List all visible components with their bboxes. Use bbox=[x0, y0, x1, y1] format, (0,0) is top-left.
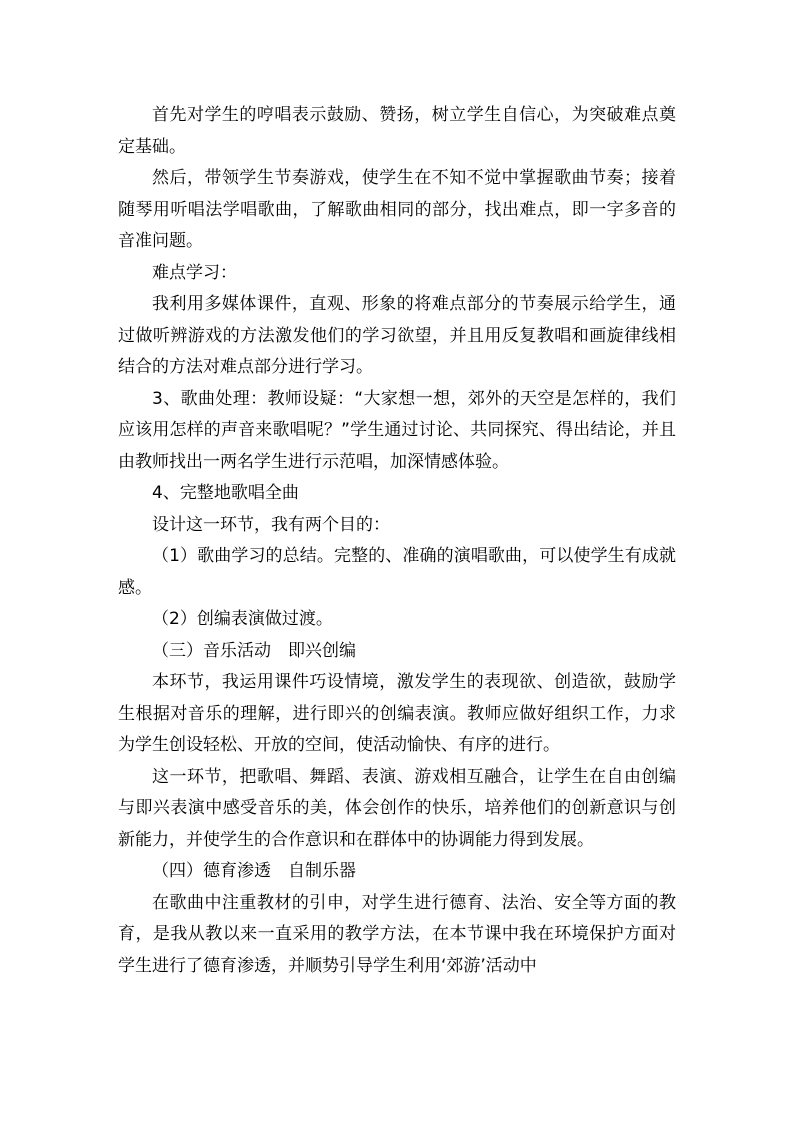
paragraph-encouragement: 首先对学生的哼唱表示鼓励、赞扬，树立学生自信心，为突破难点奠定基础。 bbox=[118, 105, 676, 157]
paragraph-goal-2: （2）创编表演做过渡。 bbox=[152, 609, 333, 629]
body-text bbox=[118, 100, 676, 982]
section-heading-music-activity: （三）音乐活动 即兴创编 bbox=[152, 640, 356, 661]
paragraph-integration: 这一环节，把歌唱、舞蹈、表演、游戏相互融合，让学生在自由创编与即兴表演中感受音乐的美，体会创作的快乐，培养他们的创新意识与创新能力，并使学生的合作意识和在群体中的协调能力得到发展。 bbox=[118, 766, 676, 850]
paragraph-multimedia: 我利用多媒体课件，直观、形象的将难点部分的节奏展示给学生，通过做听辨游戏的方法激发他们的学习欲望，并且用反复教唱和画旋律线相结合的方法对难点部分进行学习。 bbox=[118, 294, 676, 377]
paragraph-courseware: 本环节，我运用课件巧设情境，激发学生的表现欲、创造欲，鼓励学生根据对音乐的理解，进行即兴的创编表演。教师应做好组织工作，力求为学生创设轻松、开放的空间，使活动愉快、有序的进行。 bbox=[118, 672, 676, 755]
paragraph-goal-1: （1）歌曲学习的总结。完整的、准确的演唱歌曲，可以使学生有成就感。 bbox=[118, 546, 676, 598]
paragraph-full-song: 4、完整地歌唱全曲 bbox=[152, 483, 299, 503]
paragraph-moral-education: 在歌曲中注重教材的引申，对学生进行德育、法治、安全等方面的教育，是我从教以来一直采用的教学方法，在本节课中我在环境保护方面对学生进行了德育渗透，并顺势引导学生利用‘郊游’活动中 bbox=[118, 892, 676, 976]
section-heading-moral-education: （四）德育渗透 自制乐器 bbox=[152, 861, 356, 881]
paragraph-rhythm-game: 然后，带领学生节奏游戏，使学生在不知不觉中掌握歌曲节奏；接着随琴用听唱法学唱歌曲，了解歌曲相同的部分，找出难点，即一字多音的音准问题。 bbox=[118, 168, 676, 251]
paragraph-two-goals: 设计这一环节，我有两个目的： bbox=[152, 514, 390, 535]
paragraph-difficulty-heading: 难点学习： bbox=[152, 262, 237, 283]
paragraph-song-processing: 3、歌曲处理：教师设疑：“大家想一想，郊外的天空是怎样的，我们应该用怎样的声音来歌唱呢？”学生通过讨论、共同探究、得出结论，并且由教师找出一两名学生进行示范唱，加深情感体验。 bbox=[118, 388, 676, 472]
